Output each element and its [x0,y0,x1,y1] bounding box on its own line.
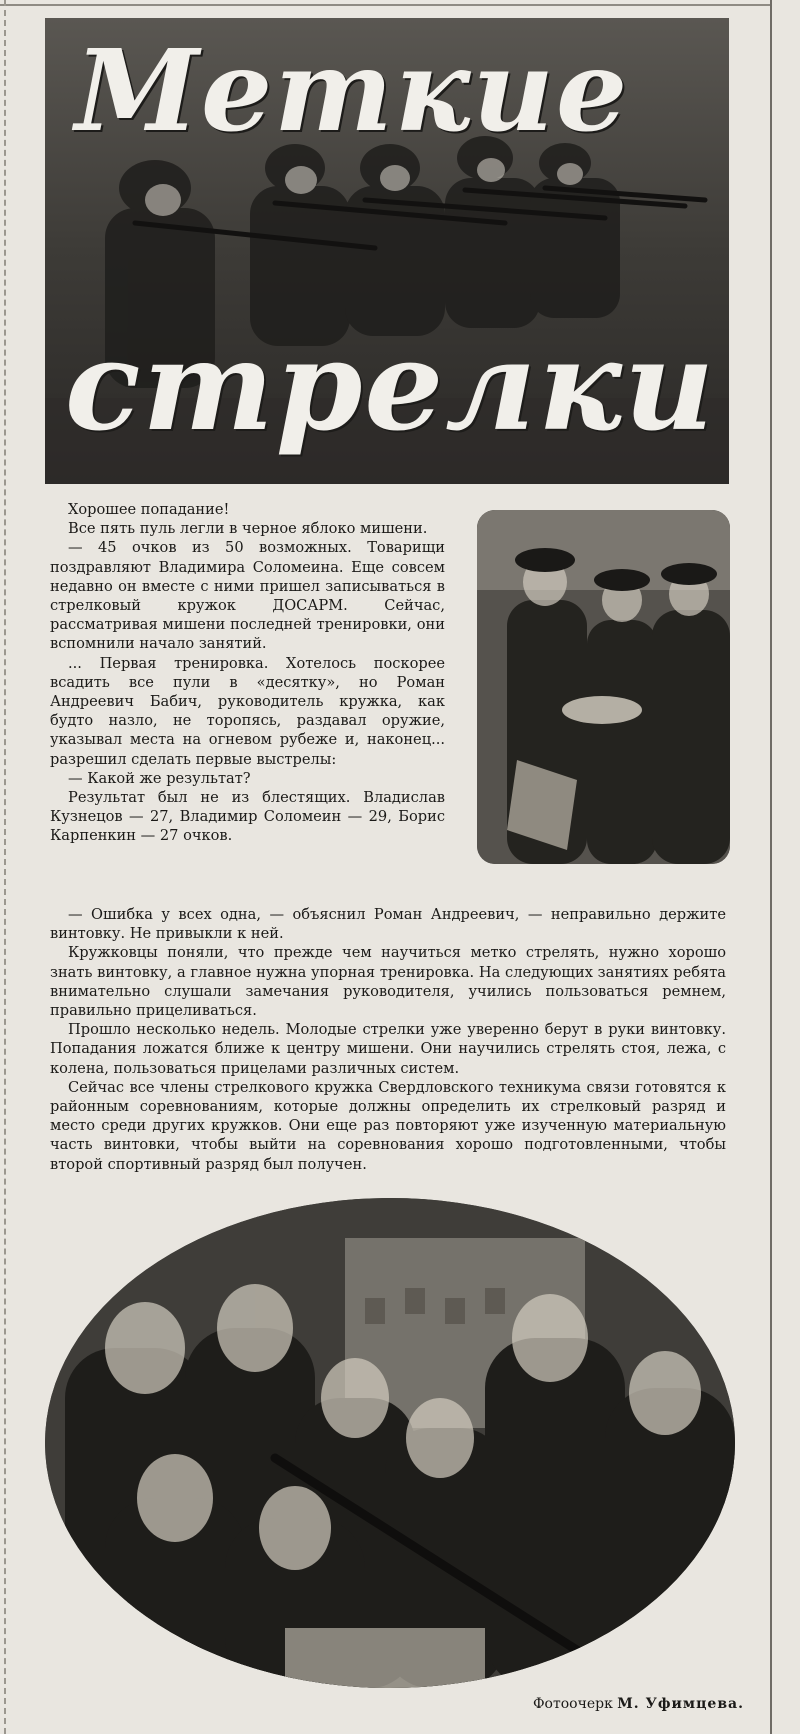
photo-group-studying-rifle [45,1198,735,1688]
paragraph: Хорошее попадание! [68,501,230,518]
photo-credit-author: М. Уфимцева. [617,1696,744,1712]
paragraph: Прошло несколько недель. Молодые стрелки уже уверенно берут в руки винтовку. Попадания ложатся ближе к центру мишени. Они научились стрелять стоя, лежа, с колена, пользоваться прицелами различных систем. [50,1021,726,1077]
paragraph: Сейчас все члены стрелкового кружка Свердловского техникума связи готовятся к районным соревнованиям, которые должны определить их стрелковый разряд и место среди других кружков. Они еще раз повторяют уже изученную материальную часть винтовки, чтобы выйти на соревнования хорошо подготовленными, чтобы второй спортивный разряд был получен. [50,1078,726,1173]
top-border [0,4,770,6]
photo-credit [518,1696,744,1712]
group-illustration [45,1198,735,1688]
paragraph: Кружковцы поняли, что прежде чем научиться метко стрелять, нужно хорошо знать винтовку, а главное нужна упорная тренировка. На следующих занятиях ребята внимательно слушали замечания руководителя, учились пользоваться ремнем, правильно прицеливаться. [50,944,726,1020]
students-illustration [477,510,730,864]
right-border [770,0,772,1734]
article-column-left [50,500,445,846]
photo-students-with-target [477,510,730,864]
paragraph: ... Первая тренировка. Хотелось поскорее всадить все пули в «десятку», но Роман Андреевич Бабич, руководитель кружка, как будто назло, не торопясь, раздавал оружие, указывал места на огневом рубеже и, наконец... разрешил сделать первые выстрелы: [50,654,445,768]
photo-credit-label: Фотоочерк [532,1696,613,1712]
paragraph: Результат был не из блестящих. Владислав Кузнецов — 27, Владимир Соломеин — 29, Борис Карпенкин — 27 очков. [50,789,445,845]
paragraph: — Ошибка у всех одна, — объяснил Роман Андреевич, — неправильно держите винтовку. Не привыкли к ней. [50,906,726,943]
paragraph: Все пять пуль легли в черное яблоко мишени. [68,520,428,538]
headline-line-2: стрелки [65,314,717,459]
headline-line-1: Меткие [75,26,630,157]
header-photo [45,18,729,484]
paragraph: — 45 очков из 50 возможных. Товарищи поздравляют Владимира Соломеина. Еще совсем недавно он вместе с ними пришел записываться в стрелковый кружок ДОСАРМ. Сейчас, рассматривая мишени последней тренировки, они вспомнили начало занятий. [50,539,445,653]
left-border [4,0,7,1734]
paragraph: — Какой же результат? [68,769,251,787]
article-column-full [50,905,726,1174]
